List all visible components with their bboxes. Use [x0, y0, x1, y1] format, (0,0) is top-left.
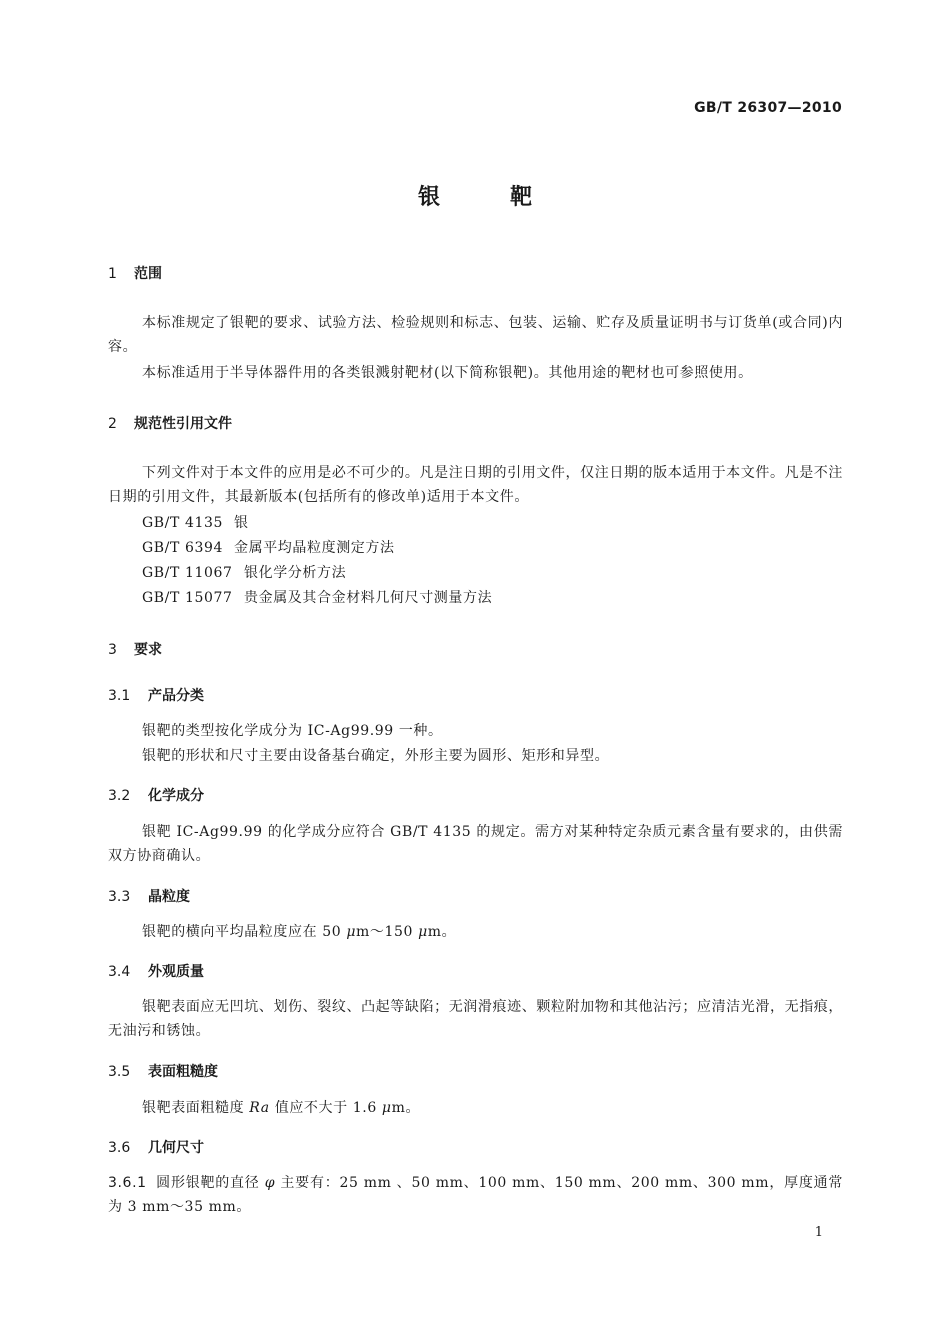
- subsection-number: 3.1: [108, 688, 131, 704]
- text-run: 值应不大于 1.6: [269, 1100, 382, 1116]
- reference-name: 银: [234, 515, 249, 531]
- phi-symbol: φ: [264, 1175, 276, 1191]
- document-title: [0, 180, 950, 211]
- reference-name: 贵金属及其合金材料几何尺寸测量方法: [244, 590, 493, 606]
- subsection-3-6-heading: [108, 1137, 204, 1157]
- reference-item: [142, 511, 249, 535]
- section-title: 规范性引用文件: [134, 416, 232, 432]
- subsection-3-2-heading: [108, 785, 204, 805]
- text-run: m～150: [356, 924, 419, 940]
- clause-3-6-1: [108, 1171, 843, 1219]
- subsection-3-5-paragraph-1: [108, 1096, 843, 1120]
- text-run: m。: [391, 1100, 421, 1116]
- subsection-3-1-paragraph-2: 银靶的形状和尺寸主要由设备基台确定，外形主要为圆形、矩形和异型。: [142, 748, 610, 764]
- section-1-paragraph-2: 本标准适用于半导体器件用的各类银溅射靶材(以下简称银靶)。其他用途的靶材也可参照使用。: [142, 365, 753, 381]
- subsection-3-3-paragraph-1: [108, 920, 843, 944]
- subsection-3-4-heading: [108, 961, 204, 981]
- subsection-3-1-heading: [108, 685, 204, 705]
- subsection-title: 表面粗糙度: [148, 1064, 218, 1080]
- subsection-title: 化学成分: [148, 788, 204, 804]
- reference-code: GB/T 6394: [142, 540, 224, 556]
- section-title: 范围: [134, 266, 162, 282]
- reference-code: GB/T 4135: [142, 515, 224, 531]
- mu-symbol: μ: [418, 924, 428, 940]
- subsection-number: 3.3: [108, 889, 131, 905]
- page-number: 1: [814, 1225, 823, 1240]
- section-title: 要求: [134, 642, 162, 658]
- text-run: 银靶表面粗糙度: [142, 1100, 250, 1116]
- text-run: 圆形银靶的直径: [156, 1175, 265, 1191]
- subsection-number: 3.2: [108, 788, 131, 804]
- text-run: 银靶的横向平均晶粒度应在 50: [142, 924, 347, 940]
- reference-code: GB/T 11067: [142, 565, 233, 581]
- subsection-title: 晶粒度: [148, 889, 190, 905]
- subsection-number: 3.5: [108, 1064, 131, 1080]
- mu-symbol: μ: [381, 1100, 392, 1116]
- title-char-2: 靶: [510, 185, 533, 210]
- reference-item: [142, 561, 346, 585]
- subsection-title: 外观质量: [148, 964, 204, 980]
- section-number: 2: [108, 416, 117, 432]
- title-char-1: 银: [417, 185, 440, 210]
- section-2-heading: [108, 413, 232, 433]
- subsection-3-1-paragraph-1: 银靶的类型按化学成分为 IC-Ag99.99 一种。: [142, 723, 443, 739]
- reference-item: [142, 536, 395, 560]
- subsection-number: 3.4: [108, 964, 131, 980]
- subsection-title: 几何尺寸: [148, 1140, 204, 1156]
- reference-code: GB/T 15077: [142, 590, 233, 606]
- reference-item: [142, 586, 492, 610]
- subsection-title: 产品分类: [148, 688, 204, 704]
- subsection-3-3-heading: [108, 886, 190, 906]
- section-2-paragraph-1: 下列文件对于本文件的应用是必不可少的。凡是注日期的引用文件，仅注日期的版本适用于本文件。凡是不注日期的引用文件，其最新版本(包括所有的修改单)适用于本文件。: [108, 465, 843, 505]
- text-run: 主要有：25 mm 、50 mm、100 mm、150 mm、200 mm、300 mm，厚度通常为 3 mm～35 mm。: [108, 1175, 844, 1215]
- section-1-paragraph-1: 本标准规定了银靶的要求、试验方法、检验规则和标志、包装、运输、贮存及质量证明书与订货单(或合同)内容。: [108, 315, 843, 355]
- text-run: m。: [427, 924, 457, 940]
- subsection-3-4-paragraph-1: 银靶表面应无凹坑、划伤、裂纹、凸起等缺陷；无润滑痕迹、颗粒附加物和其他沾污；应清洁光滑，无指痕，无油污和锈蚀。: [108, 999, 843, 1039]
- subsection-3-2-paragraph-1: 银靶 IC-Ag99.99 的化学成分应符合 GB/T 4135 的规定。需方对某种特定杂质元素含量有要求的，由供需双方协商确认。: [108, 824, 843, 864]
- standard-code: GB/T 26307—2010: [694, 100, 842, 116]
- ra-symbol: Ra: [249, 1100, 270, 1116]
- subsection-number: 3.6: [108, 1140, 131, 1156]
- section-1-heading: [108, 263, 162, 283]
- reference-name: 银化学分析方法: [244, 565, 347, 581]
- section-number: 3: [108, 642, 117, 658]
- section-3-heading: [108, 639, 162, 659]
- section-number: 1: [108, 266, 117, 282]
- reference-name: 金属平均晶粒度测定方法: [234, 540, 395, 556]
- mu-symbol: μ: [346, 924, 357, 940]
- subsection-3-5-heading: [108, 1061, 218, 1081]
- clause-number: 3.6.1: [108, 1175, 147, 1191]
